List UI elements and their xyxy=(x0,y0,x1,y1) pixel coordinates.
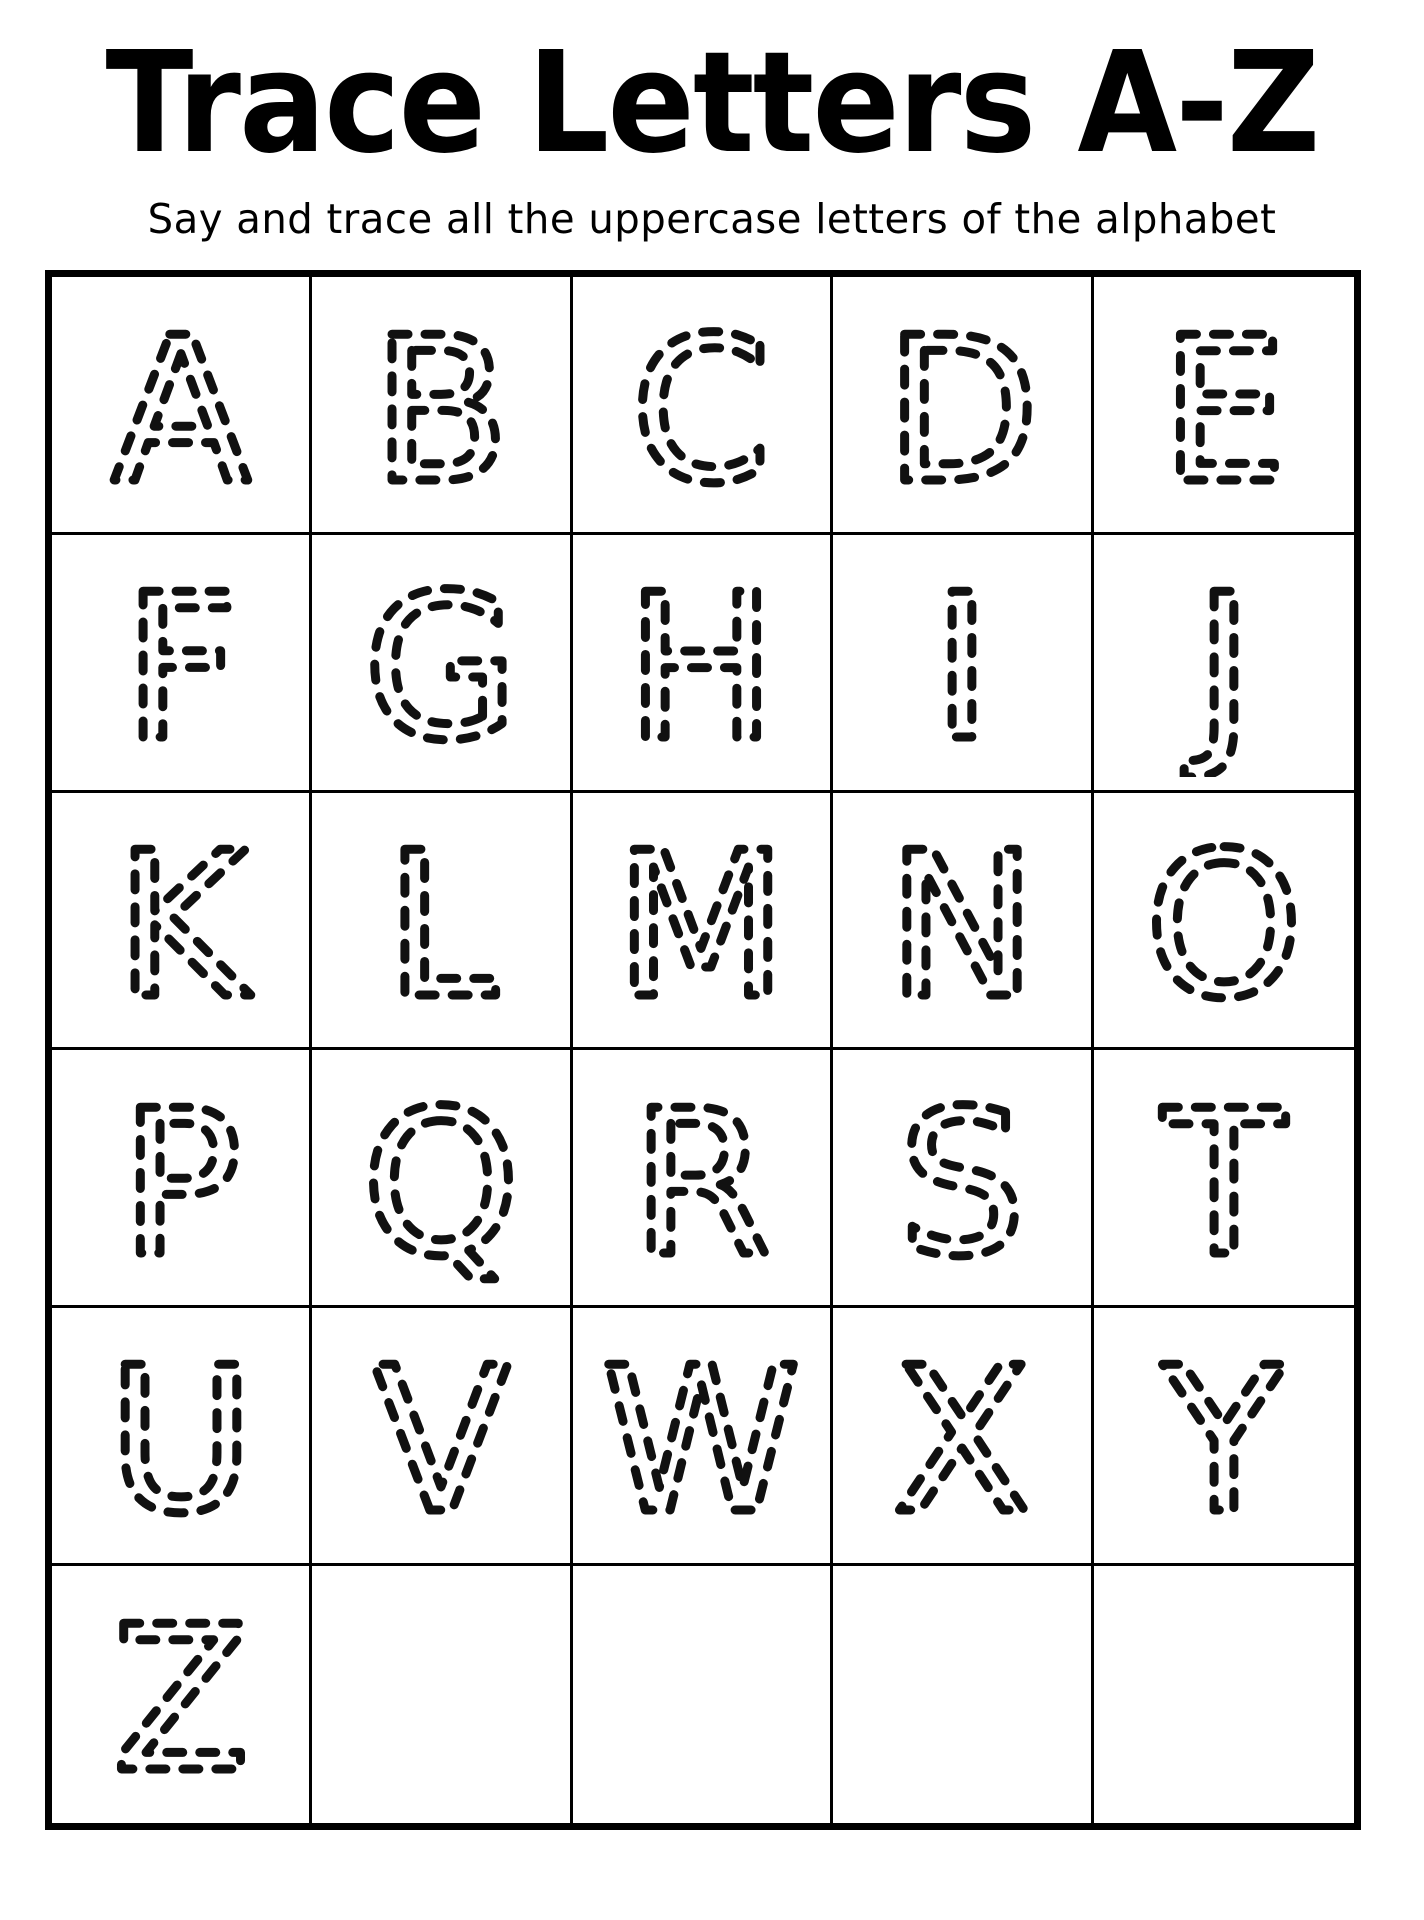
letter-cell-d xyxy=(833,277,1093,535)
svg-text:C: C xyxy=(631,294,772,520)
letter-cell-q xyxy=(312,1050,572,1308)
svg-text:A: A xyxy=(112,294,250,520)
trace-letter-h xyxy=(586,547,816,777)
letter-cell-o xyxy=(1094,793,1354,1051)
trace-letter-q xyxy=(326,1063,556,1293)
svg-text:V: V xyxy=(372,1325,510,1551)
letter-cell-l xyxy=(312,793,572,1051)
svg-text:S: S xyxy=(898,1067,1026,1293)
letter-cell-g xyxy=(312,535,572,793)
trace-letter-e xyxy=(1109,290,1339,520)
trace-letter-p xyxy=(66,1063,296,1293)
letter-cell-empty xyxy=(1094,1566,1354,1824)
page-subtitle: Say and trace all the uppercase letters of the alphabet xyxy=(147,195,1277,243)
letter-cell-c xyxy=(573,277,833,535)
letter-cell-i xyxy=(833,535,1093,793)
trace-letter-v xyxy=(326,1320,556,1550)
svg-text:G: G xyxy=(363,552,519,778)
svg-text:B: B xyxy=(372,294,510,520)
letter-cell-r xyxy=(573,1050,833,1308)
svg-text:O: O xyxy=(1145,809,1303,1035)
svg-text:K: K xyxy=(115,809,247,1035)
letter-cell-h xyxy=(573,535,833,793)
trace-letter-s xyxy=(847,1063,1077,1293)
trace-letter-g xyxy=(326,547,556,777)
svg-text:J: J xyxy=(1194,552,1254,778)
trace-letter-a xyxy=(66,290,296,520)
letter-cell-z xyxy=(52,1566,312,1824)
svg-text:P: P xyxy=(120,1067,241,1293)
trace-letter-o xyxy=(1109,805,1339,1035)
trace-letter-k xyxy=(66,805,296,1035)
svg-text:X: X xyxy=(893,1325,1031,1551)
trace-letter-x xyxy=(847,1320,1077,1550)
svg-text:H: H xyxy=(626,552,777,778)
svg-text:U: U xyxy=(107,1325,254,1551)
letter-cell-s xyxy=(833,1050,1093,1308)
trace-letter-t xyxy=(1109,1063,1339,1293)
trace-letter-d xyxy=(847,290,1077,520)
trace-letter-m xyxy=(586,805,816,1035)
letter-cell-j xyxy=(1094,535,1354,793)
svg-text:F: F xyxy=(123,552,239,778)
svg-text:R: R xyxy=(632,1067,771,1293)
letter-cell-v xyxy=(312,1308,572,1566)
svg-text:N: N xyxy=(887,809,1037,1035)
letter-cell-t xyxy=(1094,1050,1354,1308)
trace-letter-u xyxy=(66,1320,296,1550)
letter-cell-m xyxy=(573,793,833,1051)
letter-cell-x xyxy=(833,1308,1093,1566)
trace-letter-f xyxy=(66,547,296,777)
letter-grid-border xyxy=(45,270,1361,1830)
svg-text:I: I xyxy=(932,552,992,778)
letter-cell-e xyxy=(1094,277,1354,535)
letter-cell-empty xyxy=(833,1566,1093,1824)
letter-cell-p xyxy=(52,1050,312,1308)
letter-cell-b xyxy=(312,277,572,535)
svg-text:Y: Y xyxy=(1162,1325,1285,1551)
svg-text:M: M xyxy=(615,809,788,1035)
letter-cell-empty xyxy=(573,1566,833,1824)
letter-cell-empty xyxy=(312,1566,572,1824)
letter-cell-u xyxy=(52,1308,312,1566)
trace-letter-b xyxy=(326,290,556,520)
trace-letter-y xyxy=(1109,1320,1339,1550)
trace-letter-r xyxy=(586,1063,816,1293)
letter-cell-y xyxy=(1094,1308,1354,1566)
page-title: Trace Letters A-Z xyxy=(105,22,1319,185)
svg-text:Z: Z xyxy=(112,1584,250,1810)
trace-letter-z xyxy=(66,1579,296,1809)
letter-cell-k xyxy=(52,793,312,1051)
letter-cell-a xyxy=(52,277,312,535)
trace-letter-w xyxy=(586,1320,816,1550)
trace-letter-c xyxy=(586,290,816,520)
svg-text:Q: Q xyxy=(362,1067,520,1293)
svg-text:E: E xyxy=(1160,294,1287,520)
letter-cell-f xyxy=(52,535,312,793)
letter-grid xyxy=(52,277,1354,1823)
letter-cell-w xyxy=(573,1308,833,1566)
svg-text:W: W xyxy=(602,1325,801,1551)
svg-text:T: T xyxy=(1162,1067,1285,1293)
trace-letter-i xyxy=(847,547,1077,777)
trace-letter-j xyxy=(1109,547,1339,777)
svg-text:L: L xyxy=(385,809,497,1035)
svg-text:D: D xyxy=(884,294,1039,520)
trace-letter-l xyxy=(326,805,556,1035)
letter-cell-n xyxy=(833,793,1093,1051)
trace-letter-n xyxy=(847,805,1077,1035)
